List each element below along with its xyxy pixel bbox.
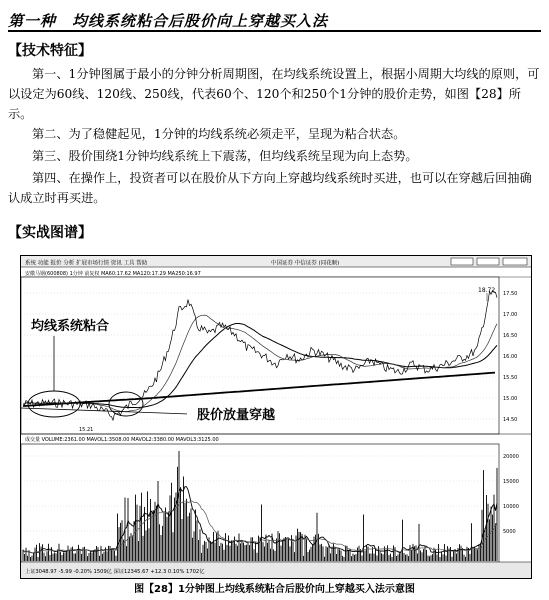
- paragraph-4-text: 第四、在操作上，投资者可以在股价从下方向上穿越均线系统时买进，也可以在穿越后回抽确认成立时再买进。: [8, 171, 532, 205]
- paragraph-3: [8, 146, 541, 166]
- section-heading-chart: 【实战图谱】: [8, 225, 92, 241]
- toolbar-button-2[interactable]: [477, 258, 499, 265]
- price-axis-label: 16.50: [503, 333, 518, 339]
- paragraph-1-text: 第一、1分钟图属于最小的分钟分析周期图，在均线系统设置上，根据小周期大均线的原则，可以设定为60线、120线、250线，代表60个、120个和250个1分钟的股价走势，如图【28】所示。: [8, 67, 540, 121]
- stock-chart-svg: [21, 256, 531, 578]
- figure-caption: 图【28】1分钟图上均线系统粘合后股价向上穿越买入法示意图: [134, 584, 415, 595]
- title-rule: [8, 30, 541, 32]
- toolbar-button-3[interactable]: [503, 258, 527, 265]
- price-axis-label: 15.00: [503, 396, 518, 402]
- price-axis: [503, 291, 517, 423]
- volume-axis-label: 15000: [503, 479, 519, 485]
- price-info: 安徽马钢(600808) 1分钟 前复权 MA60:17.62 MA120:17.29 MA250:16.97: [25, 271, 201, 277]
- annotation-2-label: 股价放量穿越: [197, 408, 276, 423]
- volume-axis-label: 5000: [503, 529, 516, 535]
- annotation-1-label: 均线系统粘合: [31, 319, 110, 334]
- price-axis-label: 14.50: [503, 417, 518, 423]
- paragraph-4: [8, 168, 541, 208]
- menu-text[interactable]: 系统 功能 报价 分析 扩展市场行情 资讯 工具 帮助: [25, 260, 148, 267]
- volume-axis: [503, 454, 519, 535]
- price-axis-label: 15.50: [503, 375, 518, 381]
- toolbar-button-1[interactable]: [451, 258, 473, 265]
- volume-axis-label: 20000: [503, 454, 519, 460]
- price-axis-label: 17.00: [503, 312, 518, 318]
- status-text: 上证3048.97 -5.99 -0.20% 1509亿 深证12345.67 +12.3 0.10% 1702亿: [25, 569, 205, 575]
- low-label: 15.21: [79, 427, 94, 433]
- paragraph-1: [8, 64, 541, 124]
- section-heading-features: 【技术特征】: [8, 43, 92, 59]
- volume-axis-label: 10000: [503, 504, 519, 510]
- page-title: 第一种 均线系统粘合后股价向上穿越买入法: [8, 12, 329, 30]
- paragraph-3-text: 第三、股价围绕1分钟均线系统上下震荡，但均线系统呈现为向上态势。: [32, 149, 418, 163]
- chart-figure: [20, 255, 532, 579]
- high-label: 18.72: [478, 287, 496, 294]
- paragraph-2-text: 第二、为了稳健起见，1分钟的均线系统必须走平，呈现为粘合状态。: [32, 127, 406, 141]
- price-axis-label: 16.00: [503, 354, 518, 360]
- paragraph-2: [8, 124, 541, 144]
- window-title: 中国证券 中信证券 (同花顺): [271, 260, 340, 267]
- page-header: [8, 8, 541, 32]
- price-axis-label: 17.50: [503, 291, 518, 297]
- volume-info: 成交量 VOLUME:2361.00 MAVOL1:3508.00 MAVOL2:3380.00 MAVOL3:3125.00: [25, 437, 219, 443]
